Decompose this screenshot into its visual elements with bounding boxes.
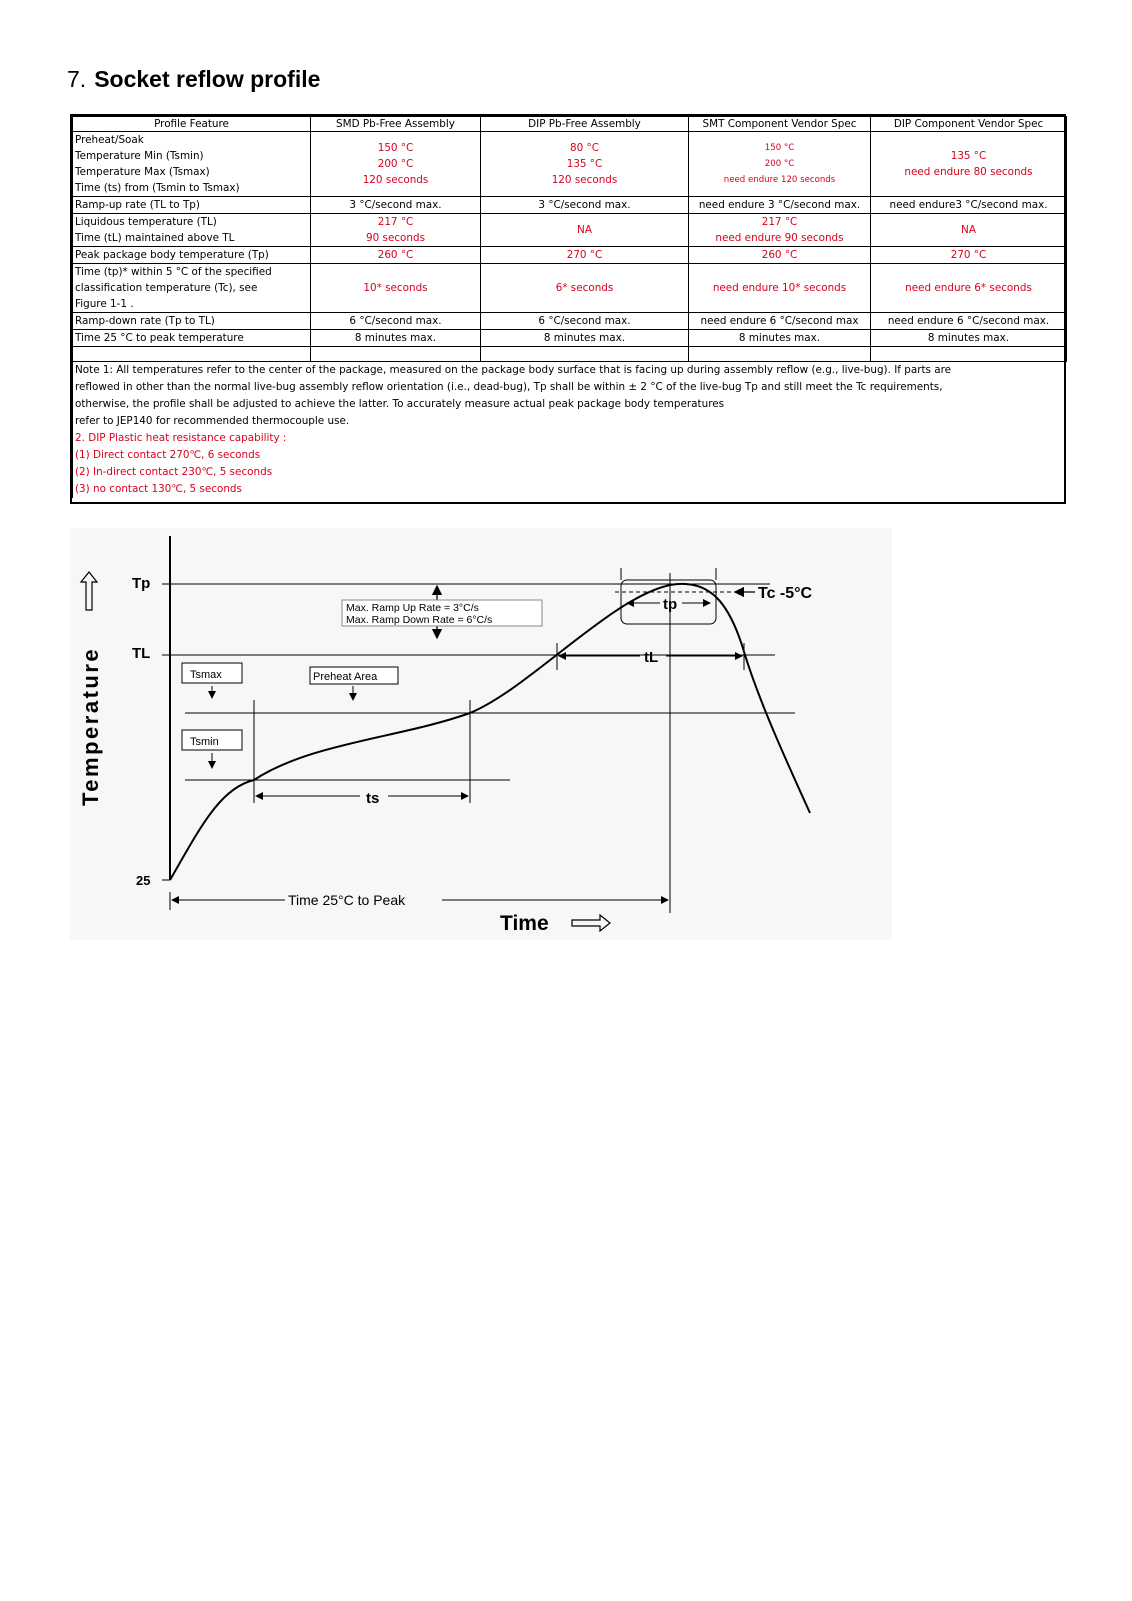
smd-cell: [311, 132, 481, 197]
y-axis-label: Temperature: [78, 646, 103, 806]
feature-cell: Ramp-down rate (Tp to TL): [73, 313, 311, 330]
tsmax-label: Tsmax: [190, 669, 222, 681]
table-row-peak: [73, 247, 1067, 264]
feature-cell: Peak package body temperature (Tp): [73, 247, 311, 264]
tc-label: Tc -5°C: [758, 585, 813, 602]
feature-cell: [73, 264, 311, 313]
smt-vendor-cell: need endure 6 °C/second max: [689, 313, 871, 330]
note1-line: otherwise, the profile shall be adjusted to achieve the latter. To accurately measure actual peak package body temperatures: [72, 396, 1062, 413]
value-line: need endure 120 seconds: [723, 175, 836, 185]
blank-cell: [871, 347, 1067, 362]
value-line: 217 °C: [761, 216, 798, 228]
dip-cell: [481, 132, 689, 197]
column-header: SMT Component Vendor Spec: [689, 117, 871, 132]
x-axis-label: Time: [500, 912, 549, 935]
value-line: 120 seconds: [551, 174, 618, 186]
value-line: 135 °C: [566, 158, 603, 170]
note2-line: (3) no contact 130℃, 5 seconds: [72, 481, 1062, 498]
feature-cell: [73, 214, 311, 247]
note1-line: refer to JEP140 for recommended thermocouple use.: [72, 413, 1062, 430]
feature-line: Temperature Min (Tsmin): [75, 150, 204, 162]
dip-cell: 8 minutes max.: [481, 330, 689, 347]
dip-vendor-cell: [871, 132, 1067, 197]
profile-spec-box: [70, 114, 1066, 504]
ramp-down-text: Max. Ramp Down Rate = 6°C/s: [346, 614, 493, 626]
value-line: 200 °C: [377, 158, 414, 170]
note2-line: (1) Direct contact 270℃, 6 seconds: [72, 447, 1062, 464]
notes-block: [72, 362, 1062, 498]
value-line: need endure 90 seconds: [715, 232, 844, 244]
table-header-row: [73, 117, 1067, 132]
feature-cell: Ramp-up rate (TL to Tp): [73, 197, 311, 214]
dip-vendor-cell: need endure 6 °C/second max.: [871, 313, 1067, 330]
value-line: need endure 80 seconds: [904, 166, 1033, 178]
smt-vendor-cell: need endure 3 °C/second max.: [689, 197, 871, 214]
table-row-ramp-down: [73, 313, 1067, 330]
tl-level-label: TL: [132, 645, 151, 662]
feature-line: Figure 1-1 .: [75, 298, 134, 310]
column-header: SMD Pb-Free Assembly: [311, 117, 481, 132]
value-line: 150 °C: [377, 142, 414, 154]
tsmin-label: Tsmin: [190, 736, 219, 748]
dip-vendor-cell: 270 °C: [871, 247, 1067, 264]
section-number: 7.: [67, 66, 87, 92]
feature-line: Time (ts) from (Tsmin to Tsmax): [75, 182, 240, 194]
y-axis-arrow-icon: [81, 572, 97, 610]
feature-line: Time (tp)* within 5 °C of the specified: [75, 266, 272, 278]
smt-vendor-cell: [689, 132, 871, 197]
dip-cell: NA: [481, 214, 689, 247]
note2-line: (2) In-direct contact 230℃, 5 seconds: [72, 464, 1062, 481]
smd-cell: 3 °C/second max.: [311, 197, 481, 214]
reflow-profile-table: [72, 116, 1067, 362]
dip-cell: 270 °C: [481, 247, 689, 264]
smd-cell: [311, 214, 481, 247]
note1-line: Note 1: All temperatures refer to the center of the package, measured on the package body surface that is facing up during assembly reflow (e.g., live-bug). If parts are: [72, 362, 1062, 379]
note1-line: reflowed in other than the normal live-bug assembly reflow orientation (i.e., dead-bug), Tp shall be within ± 2 °C of the live-bug Tp and still meet the Tc requirements,: [72, 379, 1062, 396]
value-line: 217 °C: [377, 216, 414, 228]
feature-line: Liquidous temperature (TL): [75, 216, 217, 228]
value-line: 90 seconds: [366, 232, 425, 244]
smt-vendor-cell: need endure 10* seconds: [689, 264, 871, 313]
ts-label: ts: [366, 790, 380, 807]
blank-cell: [73, 347, 311, 362]
smd-cell: 8 minutes max.: [311, 330, 481, 347]
ramp-up-text: Max. Ramp Up Rate = 3°C/s: [346, 602, 479, 614]
table-row-blank: [73, 347, 1067, 362]
feature-cell: Time 25 °C to peak temperature: [73, 330, 311, 347]
tl-time-label: tL: [644, 649, 659, 666]
reflow-profile-figure: [70, 528, 892, 940]
smd-cell: 10* seconds: [311, 264, 481, 313]
value-line: 80 °C: [570, 142, 599, 154]
table-row-time-tp: [73, 264, 1067, 313]
smd-cell: 260 °C: [311, 247, 481, 264]
value-line: 150 °C: [764, 143, 795, 153]
dip-vendor-cell: need endure3 °C/second max.: [871, 197, 1067, 214]
table-row-liquidous: [73, 214, 1067, 247]
blank-cell: [481, 347, 689, 362]
dip-cell: 6* seconds: [481, 264, 689, 313]
tp-time-label: tp: [663, 596, 678, 613]
value-line: 135 °C: [950, 150, 987, 162]
feature-line: Preheat/Soak: [75, 134, 144, 146]
tp-level-label: Tp: [132, 575, 151, 592]
smt-vendor-cell: [689, 214, 871, 247]
table-row-ramp-up: [73, 197, 1067, 214]
value-line: 200 °C: [764, 159, 795, 169]
value-line: 120 seconds: [362, 174, 429, 186]
dip-cell: 6 °C/second max.: [481, 313, 689, 330]
smt-vendor-cell: 260 °C: [689, 247, 871, 264]
dip-vendor-cell: need endure 6* seconds: [871, 264, 1067, 313]
smd-cell: 6 °C/second max.: [311, 313, 481, 330]
preheat-label: Preheat Area: [313, 671, 378, 683]
feature-cell: [73, 132, 311, 197]
dip-cell: 3 °C/second max.: [481, 197, 689, 214]
time-25-peak-label: Time 25°C to Peak: [288, 892, 406, 908]
reflow-profile-svg: [70, 528, 892, 940]
feature-line: classification temperature (Tc), see: [75, 282, 258, 294]
feature-line: Time (tL) maintained above TL: [75, 232, 235, 244]
blank-cell: [311, 347, 481, 362]
smt-vendor-cell: 8 minutes max.: [689, 330, 871, 347]
column-header: DIP Pb-Free Assembly: [481, 117, 689, 132]
dip-vendor-cell: NA: [871, 214, 1067, 247]
section-title-text: Socket reflow profile: [94, 66, 321, 92]
blank-cell: [689, 347, 871, 362]
column-header: DIP Component Vendor Spec: [871, 117, 1067, 132]
dip-vendor-cell: 8 minutes max.: [871, 330, 1067, 347]
x-axis-arrow-icon: [572, 915, 610, 931]
reflow-curve: [170, 584, 810, 880]
section-title: [67, 66, 320, 93]
table-row-preheat: [73, 132, 1067, 197]
t25-label: 25: [136, 873, 151, 888]
column-header: Profile Feature: [73, 117, 311, 132]
note2-line: 2. DIP Plastic heat resistance capability :: [72, 430, 1062, 447]
feature-line: Temperature Max (Tsmax): [75, 166, 210, 178]
table-row-time-25: [73, 330, 1067, 347]
